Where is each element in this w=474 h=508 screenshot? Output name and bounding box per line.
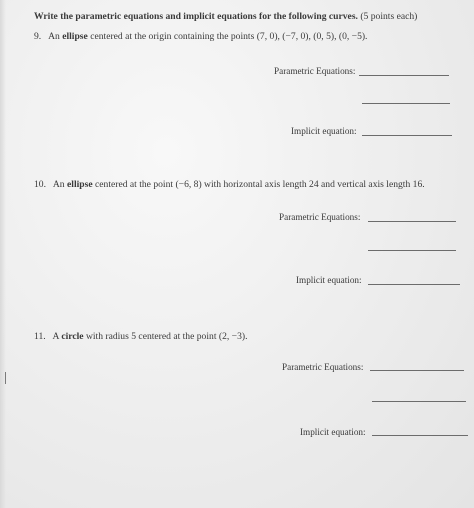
- question-text: centered at the point (−6, 8) with horizontal axis length 24 and vertical axis length 16.: [95, 179, 425, 190]
- parametric-blank-9b[interactable]: [362, 103, 450, 104]
- implicit-blank-9[interactable]: [362, 135, 452, 136]
- parametric-blank-10a[interactable]: [368, 221, 456, 222]
- implicit-blank-11[interactable]: [372, 435, 468, 436]
- parametric-blank-11b[interactable]: [372, 401, 466, 402]
- question-keyword: ellipse: [67, 179, 93, 190]
- question-text-pre: An: [52, 179, 65, 190]
- parametric-label-9: Parametric Equations:: [274, 66, 356, 76]
- points-note: (5 points each): [360, 11, 418, 22]
- parametric-blank-9a[interactable]: [359, 75, 449, 76]
- implicit-blank-10[interactable]: [368, 284, 460, 285]
- margin-mark: [5, 372, 6, 384]
- question-text-pre: A: [52, 331, 59, 342]
- parametric-blank-10b[interactable]: [368, 250, 456, 251]
- page-edge-shadow: [0, 0, 6, 508]
- parametric-label-11: Parametric Equations:: [282, 362, 364, 372]
- implicit-label-9: Implicit equation:: [291, 126, 357, 136]
- question-number: 11.: [34, 331, 46, 342]
- question-number: 9.: [34, 31, 42, 42]
- question-11: [34, 331, 247, 342]
- question-text-pre: An: [48, 31, 60, 42]
- question-10: [34, 179, 425, 190]
- question-text: with radius 5 centered at the point (2, −3).: [85, 331, 248, 342]
- question-keyword: circle: [61, 331, 84, 342]
- question-text: centered at the origin containing the points (7, 0), (−7, 0), (0, 5), (0, −5).: [90, 31, 368, 42]
- instructions: [34, 11, 417, 22]
- implicit-label-10: Implicit equation:: [296, 275, 362, 285]
- question-9: [34, 31, 367, 42]
- question-number: 10.: [34, 179, 46, 190]
- implicit-label-11: Implicit equation:: [300, 427, 366, 437]
- instructions-text: Write the parametric equations and implicit equations for the following curves.: [34, 11, 358, 22]
- parametric-label-10: Parametric Equations:: [279, 212, 361, 222]
- question-keyword: ellipse: [62, 31, 88, 42]
- parametric-blank-11a[interactable]: [370, 370, 464, 371]
